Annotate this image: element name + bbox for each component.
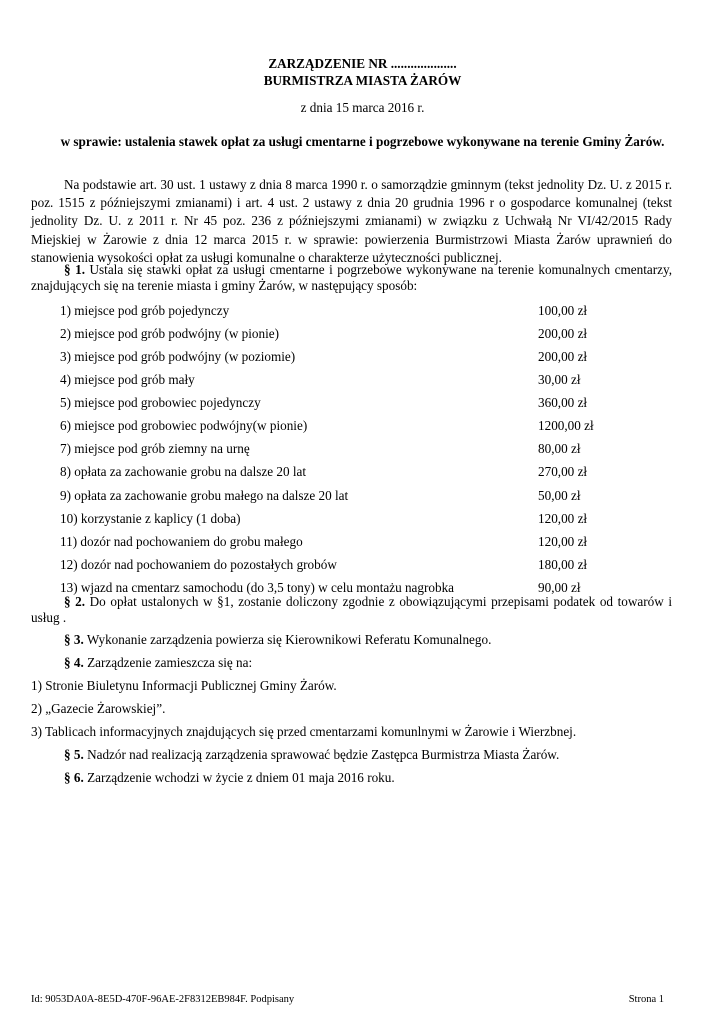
fee-item — [60, 391, 680, 414]
fee-item-text: 5) miejsce pod grobowiec pojedynczy — [60, 395, 261, 411]
document-date: z dnia 15 marca 2016 r. — [300, 100, 425, 115]
fee-item-price: 1200,00 zł — [538, 418, 594, 434]
document-id: Id: 9053DA0A-8E5D-470F-96AE-2F8312EB984F. Podpisany — [31, 994, 295, 1005]
section-2 — [31, 594, 672, 626]
fee-item-text: 4) miejsce pod grób mały — [60, 372, 195, 388]
fee-item-text: 13) wjazd na cmentarz samochodu (do 3,5 tony) w celu montażu nagrobka — [60, 579, 455, 595]
fee-item-text: 3) miejsce pod grób podwójny (w poziomie) — [60, 349, 296, 365]
section-3-text: Wykonanie zarządzenia powierza się Kierownikowi Referatu Komunalnego. — [83, 632, 492, 647]
ordinance-number: ZARZĄDZENIE NR .................... — [268, 56, 457, 71]
document-header — [0, 55, 725, 89]
section-2-text: Do opłat ustalonych w §1, zostanie doliczony zgodnie z obowiązującymi przepisami podatek od towarów i usług . — [31, 594, 672, 625]
publication-list-item: 3) Tablicach informacyjnych znajdujących się przed cmentarzami komunlnymi w Żarowie i Wierzbnej. — [31, 724, 577, 739]
fee-item — [60, 414, 680, 437]
fee-item — [60, 484, 680, 507]
fee-item-text: 8) opłata za zachowanie grobu na dalsze 20 lat — [60, 464, 307, 480]
section-5-text: Nadzór nad realizacją zarządzenia sprawować będzie Zastępca Burmistrza Miasta Żarów. — [83, 747, 560, 762]
fee-item-price: 100,00 zł — [538, 302, 588, 318]
fee-item-price: 120,00 zł — [538, 510, 588, 526]
fee-item-text: 11) dozór nad pochowaniem do grobu małego — [60, 533, 303, 549]
fee-item-text: 2) miejsce pod grób podwójny (w pionie) — [60, 325, 280, 341]
fee-item — [60, 345, 680, 368]
section-6-text: Zarządzenie wchodzi w życie z dniem 01 maja 2016 roku. — [83, 770, 395, 785]
issuer-title: BURMISTRZA MIASTA ŻARÓW — [263, 73, 462, 88]
fee-item-text: 1) miejsce pod grób pojedynczy — [60, 302, 230, 318]
section-3 — [31, 631, 672, 648]
fee-item-price: 200,00 zł — [538, 325, 588, 341]
publication-list-item: 1) Stronie Biuletynu Informacji Publicznej Gminy Żarów. — [31, 678, 337, 693]
section-1-label: § 1. — [64, 262, 85, 277]
publication-list-item: 2) „Gazecie Żarowskiej”. — [31, 701, 166, 716]
page-footer — [31, 993, 664, 1007]
fee-item — [60, 322, 680, 345]
fee-item-text: 9) opłata za zachowanie grobu małego na dalsze 20 lat — [60, 487, 349, 503]
fee-item-price: 360,00 zł — [538, 395, 588, 411]
section-4-label: § 4. — [64, 655, 84, 670]
fee-item — [60, 461, 680, 484]
fee-item-text: 6) miejsce pod grobowiec podwójny(w pionie) — [60, 418, 308, 434]
section-3-label: § 3. — [64, 632, 84, 647]
page-number: Strona 1 — [628, 994, 664, 1005]
fee-item — [60, 299, 680, 322]
fee-item-price: 200,00 zł — [538, 349, 588, 365]
fee-item-price: 30,00 zł — [538, 372, 581, 388]
section-2-label: § 2. — [64, 594, 86, 609]
document-subject: w sprawie: ustalenia stawek opłat za usługi cmentarne i pogrzebowe wykonywane na terenie Gminy Żarów. — [60, 134, 665, 149]
fee-item-price: 180,00 zł — [538, 556, 588, 572]
section-6 — [31, 769, 672, 786]
section-6-label: § 6. — [64, 770, 84, 785]
fee-item — [60, 438, 680, 461]
fee-item — [60, 368, 680, 391]
section-1 — [31, 262, 672, 294]
section-4-text: Zarządzenie zamieszcza się na: — [83, 655, 253, 670]
fee-item-text: 10) korzystanie z kaplicy (1 doba) — [60, 510, 241, 526]
fee-item-price: 50,00 zł — [538, 487, 581, 503]
fee-item — [60, 507, 680, 530]
fee-item-price: 90,00 zł — [538, 579, 581, 595]
section-1-text: Ustala się stawki opłat za usługi cmentarne i pogrzebowe wykonywane na terenie komunalnych cmentarzy, znajdujących się na terenie miasta i gminy Żarów, w następujący sposób: — [31, 262, 672, 293]
section-5-label: § 5. — [64, 747, 84, 762]
fee-list — [60, 299, 680, 599]
fee-item-price: 80,00 zł — [538, 441, 581, 457]
section-4 — [31, 654, 672, 671]
fee-item-text: 7) miejsce pod grób ziemny na urnę — [60, 441, 250, 457]
section-5 — [31, 746, 672, 763]
legal-basis-paragraph: Na podstawie art. 30 ust. 1 ustawy z dnia 8 marca 1990 r. o samorządzie gminnym (tekst jednolity Dz. U. z 2015 r. poz. 1515 z późniejszymi zmianami) i art. 4 ust. 2 ustawy z dnia 20 grudnia 1996 r o gospodarce komunalnej (tekst jednolity Dz. U. z 2011 r. Nr 45 poz. 236 z późniejszymi zmianami) w związku z Uchwałą Nr VI/42/2015 Rady Miejskiej w Żarowie z dnia 12 marca 2015 r. w sprawie: powierzenia Burmistrzowi Miasta Żarów uprawnień do stanowienia wysokości opłat za usługi komunalne o charakterze użyteczności publicznej. — [31, 177, 672, 265]
fee-item-text: 12) dozór nad pochowaniem do pozostałych grobów — [60, 556, 337, 572]
fee-item — [60, 530, 680, 553]
fee-item-price: 120,00 zł — [538, 533, 588, 549]
fee-item-price: 270,00 zł — [538, 464, 588, 480]
fee-item — [60, 553, 680, 576]
